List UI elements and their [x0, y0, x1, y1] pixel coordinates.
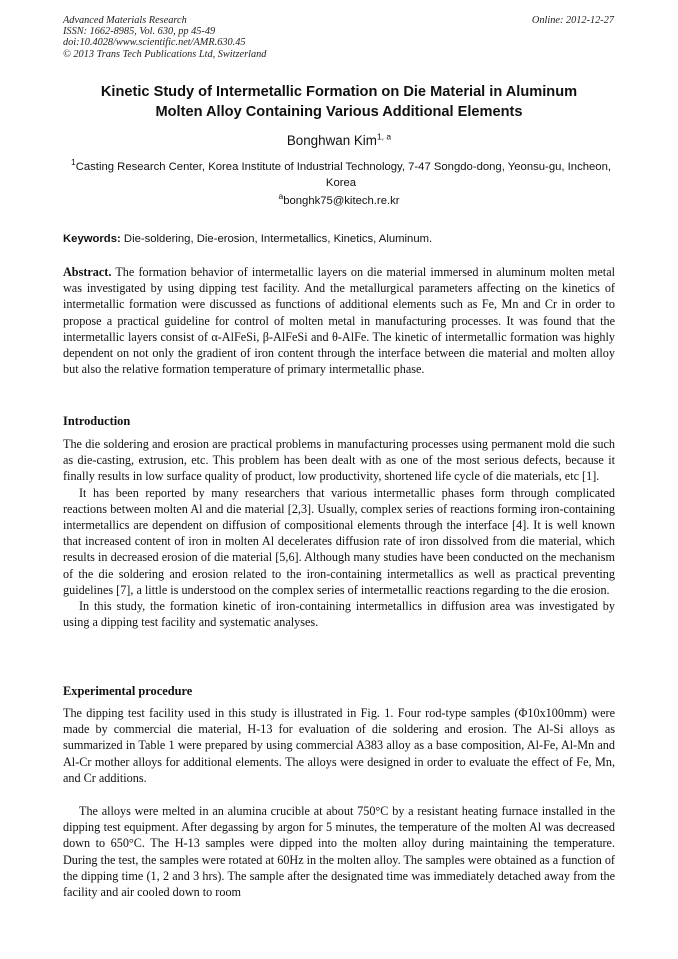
author-line [0, 132, 678, 150]
journal-header [63, 15, 266, 60]
intro-paragraph-1: The die soldering and erosion are practical problems in manufacturing processes using permanent mold die such as die-casting, extrusion, etc. This problem has been dealt with as one of the most serious defects, because it finally results in low surface quality of product, low productivity, shortened life cycle of die materials, etc [1]. [63, 437, 615, 484]
affiliation [60, 159, 622, 191]
email-line [0, 193, 678, 209]
email-address[interactable]: bonghk75@kitech.re.kr [283, 195, 400, 207]
paper-title [40, 82, 638, 122]
doi-line: doi:10.4028/www.scientific.net/AMR.630.45 [63, 37, 246, 49]
author-name: Bonghwan Kim [286, 133, 377, 148]
keywords-text: Die-soldering, Die-erosion, Intermetallics, Kinetics, Aluminum. [120, 233, 433, 245]
keywords-label: Keywords: [63, 233, 121, 245]
introduction-body [63, 436, 615, 630]
abstract-text: The formation behavior of intermetallic layers on die material immersed in aluminum molten metal was investigated by using dipping test facility. And the metallurgical parameters affecting on the kinetics of intermetallic formation were discussed as functions of additional elements such as Fe, Mn and Cr in order to propose a practical guideline for control of molten metal in manufacturing processes. It was found that the intermetallic layers consist of α-AlFeSi, β-AlFeSi and θ-AlFe. The kinetic of intermetallic formation was highly dependent on not only the gradient of iron content through the interface between die material and molten alloy but also the relative formation temperature of primary intermetallic phase. [63, 265, 615, 377]
abstract [63, 264, 615, 377]
exp-paragraph-1: The dipping test facility used in this study is illustrated in Fig. 1. Four rod-type samples (Φ10x100mm) were made by commercial die material, H-13 for evaluation of die soldering and erosion. The Al-Si alloys as summarized in Table 1 were prepared by using commercial A383 alloy as a base composition, Al-Fe, Al-Mn and Al-Cr mother alloys for additional elements. The alloys were designed in order to evaluate the effect of Fe, Mn, and Cr additions. [63, 706, 615, 785]
experimental-heading: Experimental procedure [63, 684, 193, 698]
online-date: Online: 2012-12-27 [531, 15, 614, 26]
intro-paragraph-2: It has been reported by many researchers that various intermetallic phases form through complicated reactions between molten Al and die material [2,3]. Usually, complex series of reactions forming iron-containing intermetallics are dependent on diffusion of compositional elements through the interface [4]. It is well known that increased content of iron in molten Al decelerates diffusion rate of iron dissolved from die material, which results in decreased erosion of die material [5,6]. Although many studies have been conducted on the mechanism of the die soldering and erosion related to the iron-containing intermetallics as well as practical preventing guidelines [7], a little is understood on the complex series of intermetallic reactions regarding to the die erosion. [63, 485, 615, 597]
abstract-label: Abstract. [63, 265, 112, 279]
title-line-1: Kinetic Study of Intermetallic Formation on Die Material in Aluminum [100, 84, 578, 100]
email-superscript: a [278, 191, 284, 202]
journal-name: Advanced Materials Research [63, 15, 187, 26]
keywords [63, 231, 615, 247]
introduction-heading: Introduction [63, 414, 131, 428]
intro-paragraph-3: In this study, the formation kinetic of iron-containing intermetallics in diffusion area was investigated by using a dipping test facility and systematic analyses. [63, 599, 615, 630]
experimental-paragraph-1 [63, 705, 615, 786]
copyright-line: © 2013 Trans Tech Publications Ltd, Switzerland [63, 48, 267, 60]
exp-paragraph-2: The alloys were melted in an alumina crucible at about 750°C by a resistant heating furnace installed in the dipping test equipment. After degassing by argon for 5 minutes, the temperature of the molten Al was decreased down to 650°C. The H-13 samples were dipped into the molten alloy during maintaining the temperature. During the test, the samples were rotated at 60Hz in the molten alloy. The samples were obtained as a function of the dipping time (1, 2 and 3 hrs). The sample after the designated time was immediately detached away from the facility and air cooled down to room [63, 804, 615, 900]
affiliation-superscript: 1 [70, 157, 76, 168]
affiliation-text: Casting Research Center, Korea Institute of Industrial Technology, 7-47 Songdo-dong, Yeonsu-gu, Incheon, Korea [75, 161, 612, 189]
author-superscript: 1, a [376, 131, 392, 142]
experimental-paragraph-2 [63, 803, 615, 900]
issn-line: ISSN: 1662-8985, Vol. 630, pp 45-49 [63, 26, 216, 38]
title-line-2: Molten Alloy Containing Various Additional Elements [155, 104, 523, 120]
